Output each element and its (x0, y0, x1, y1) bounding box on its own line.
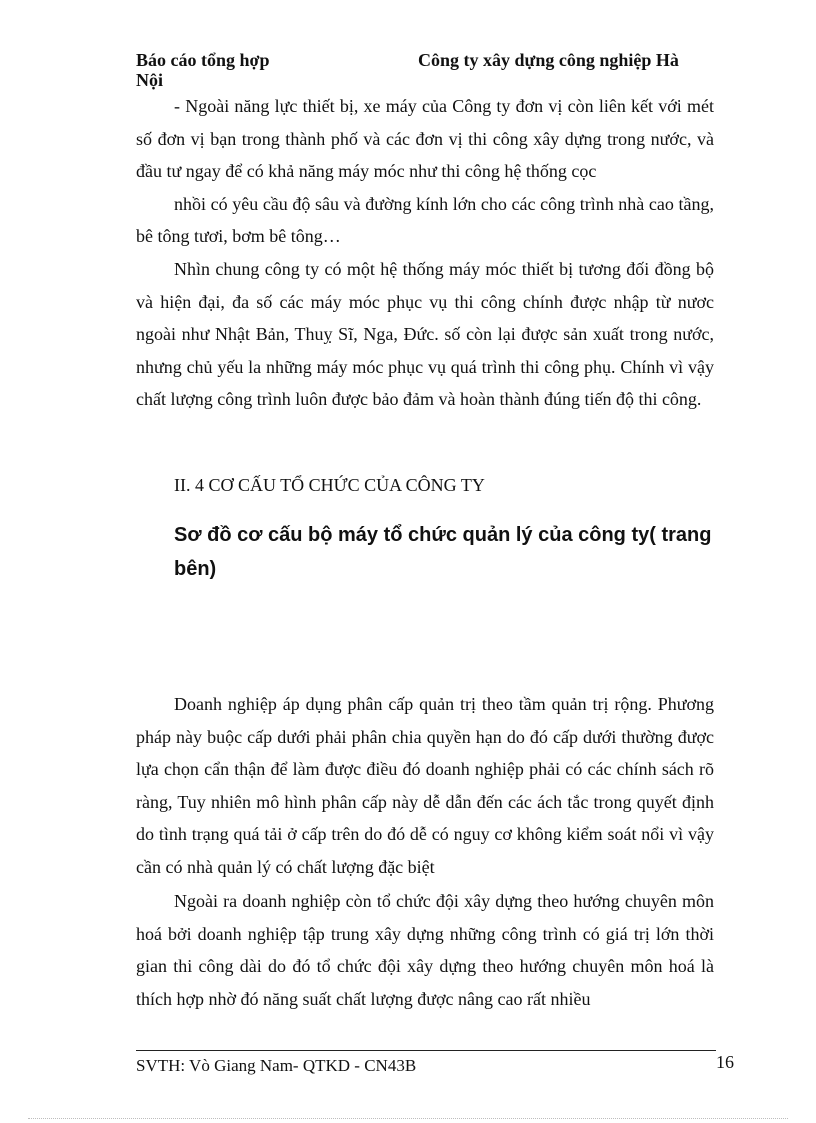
paragraph-specialized-teams (136, 885, 714, 1015)
paragraph-equipment-summary (136, 253, 714, 416)
header-company-name-continued: Nội (136, 70, 163, 90)
paragraph-text: - Ngoài năng lực thiết bị, xe máy của Công ty đơn vị còn liên kết với mét số đơn vị bạn trong thành phố và các đơn vị thi công xây dựng trong nước, và đầu tư ngay để có khả năng máy móc như thi công hệ thống cọc (136, 96, 714, 181)
page-bottom-dotted-border (28, 1118, 788, 1119)
header-report-title: Báo cáo tổng hợp (136, 50, 270, 70)
section-heading: II. 4 CƠ CẤU TỔ CHỨC CỦA CÔNG TY (174, 475, 485, 495)
page-number: 16 (716, 1052, 734, 1072)
diagram-title: Sơ đồ cơ cấu bộ máy tổ chức quản lý của công ty( trang bên) (174, 524, 712, 580)
paragraph-text: Ngoài ra doanh nghiệp còn tổ chức đội xây dựng theo hướng chuyên môn hoá bởi doanh nghiệp tập trung xây dựng những công trình có giá trị lớn thời gian thi công dài do đó tổ chức đội xây dựng theo hướng chuyên môn hoá là thích hợp nhờ đó năng suất chất lượng được nâng cao rất nhiều (136, 891, 714, 1009)
paragraph-equipment-partners (136, 90, 714, 253)
footer-divider (136, 1050, 716, 1051)
paragraph-text: Nhìn chung công ty có một hệ thống máy móc thiết bị tương đối đồng bộ và hiện đại, đa số các máy móc phục vụ thi công chính được nhập từ nươc ngoài như Nhật Bản, Thuỵ Sĩ, Nga, Đức. số còn lại được sản xuất trong nước, nhưng chủ yếu la những máy móc phục vụ quá trình thi công phụ. Chính vì vậy chất lượng công trình luôn được bảo đảm và hoàn thành đúng tiến độ thi công. (136, 259, 714, 409)
paragraph-text-continued: nhồi có yêu cầu độ sâu và đường kính lớn cho các công trình nhà cao tầng, bê tông tươi, bơm bê tông… (136, 193, 714, 246)
footer-author: SVTH: Vò Giang Nam- QTKD - CN43B (136, 1056, 417, 1075)
paragraph-management-decentralization (136, 688, 714, 883)
paragraph-text: Doanh nghiệp áp dụng phân cấp quản trị theo tầm quản trị rộng. Phương pháp này buộc cấp dưới phải phân chia quyền hạn do đó cấp dưới thường được lựa chọn cẩn thận để làm được điều đó doanh nghiệp phải có các chính sách rõ ràng, Tuy nhiên mô hình phân cấp này dễ dẫn đến các ách tắc trong quyết định do tình trạng quá tải ở cấp trên do đó dễ có nguy cơ không kiểm soát nổi vì vậy cần có nhà quản lý có chất lượng đặc biệt (136, 694, 714, 877)
header-company-name: Công ty xây dựng công nghiệp Hà (418, 50, 679, 70)
